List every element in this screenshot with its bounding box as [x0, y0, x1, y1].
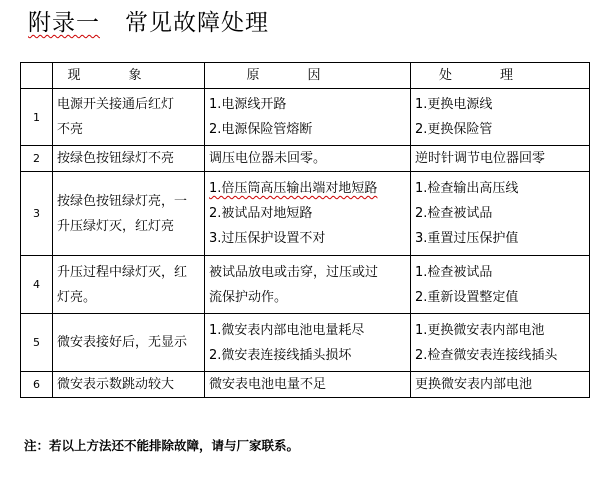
- row-number: 6: [21, 372, 53, 398]
- fault-table: [20, 62, 590, 398]
- cause-cell: 1.电源线开路 2.电源保险管熔断: [205, 89, 411, 146]
- action-cell: 1.更换微安表内部电池 2.检查微安表连接线插头: [411, 314, 590, 372]
- cause-cell: 微安表电池电量不足: [205, 372, 411, 398]
- action-cell: 1.检查被试品 2.重新设置整定值: [411, 256, 590, 314]
- cause-cell: 1.倍压筒高压输出端对地短路 2.被试品对地短路 3.过压保护设置不对: [205, 172, 411, 256]
- action-cell: 更换微安表内部电池: [411, 372, 590, 398]
- row-number: 2: [21, 146, 53, 172]
- row-number: 5: [21, 314, 53, 372]
- row-number: 4: [21, 256, 53, 314]
- row-number: 3: [21, 172, 53, 256]
- phenomenon-cell: 按绿色按钮绿灯不亮: [53, 146, 205, 172]
- table-header-row: [21, 63, 590, 89]
- phenomenon-cell: 微安表示数跳动较大: [53, 372, 205, 398]
- action-cell: 1.检查输出高压线 2.检查被试品 3.重置过压保护值: [411, 172, 590, 256]
- table-row: [21, 314, 590, 372]
- cause-cell: 被试品放电或击穿，过压或过 流保护动作。: [205, 256, 411, 314]
- phenomenon-cell: 微安表接好后，无显示: [53, 314, 205, 372]
- phenomenon-cell: 电源开关接通后红灯 不亮: [53, 89, 205, 146]
- title-heading-text: 常见故障处理: [124, 10, 269, 36]
- page-title: [28, 4, 269, 37]
- phenomenon-cell: 升压过程中绿灯灭，红 灯亮。: [53, 256, 205, 314]
- cause-cell: 调压电位器未回零。: [205, 146, 411, 172]
- header-phenomenon: 现象: [53, 63, 205, 89]
- table-row: [21, 146, 590, 172]
- phenomenon-cell: 按绿色按钮绿灯亮，一 升压绿灯灭，红灯亮: [53, 172, 205, 256]
- header-action: 处理: [411, 63, 590, 89]
- title-appendix-label: 附录一: [28, 10, 100, 36]
- row-number: 1: [21, 89, 53, 146]
- table-row: [21, 89, 590, 146]
- header-cause: 原因: [205, 63, 411, 89]
- table-row: [21, 172, 590, 256]
- footnote: 注：若以上方法还不能排除故障，请与厂家联系。: [24, 438, 300, 453]
- header-number: [21, 63, 53, 89]
- table-row: [21, 372, 590, 398]
- action-cell: 逆时针调节电位器回零: [411, 146, 590, 172]
- cause-cell: 1.微安表内部电池电量耗尽 2.微安表连接线插头损坏: [205, 314, 411, 372]
- action-cell: 1.更换电源线 2.更换保险管: [411, 89, 590, 146]
- table-row: [21, 256, 590, 314]
